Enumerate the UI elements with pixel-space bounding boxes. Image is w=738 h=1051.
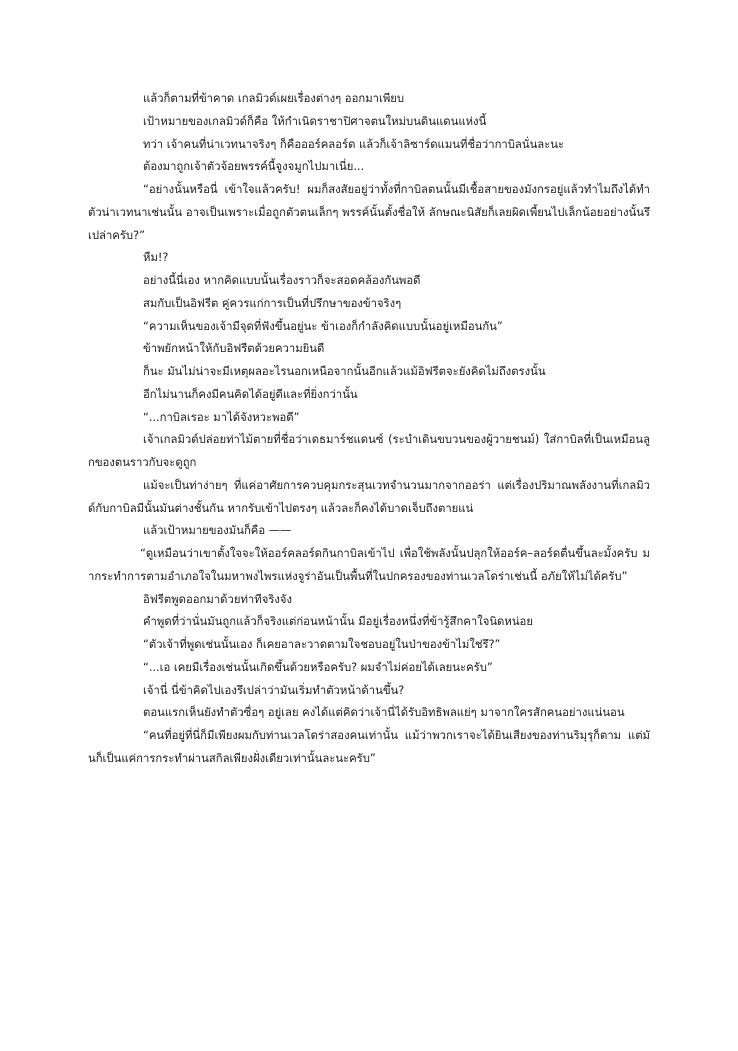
- paragraph: “...เอ เคยมีเรื่องเช่นนั้นเกิดขึ้นด้วยหรือครับ? ผมจำไม่ค่อยได้เลยนะครับ”: [143, 660, 493, 674]
- document-page: [88, 88, 650, 771]
- paragraph: ทว่า เจ้าคนที่น่าเวทนาจริงๆ ก็คือออร์คลอร์ด แล้วก็เจ้าลิซาร์ดแมนที่ชื่อว่ากาบิลนั่นละนะ: [143, 137, 565, 151]
- paragraph: “...กาบิลเรอะ มาได้จังหวะพอดี”: [143, 410, 300, 424]
- paragraph: “ความเห็นของเจ้ามีจุดที่ฟังขึ้นอยู่นะ ข้าเองก็กำลังคิดแบบนั้นอยู่เหมือนกัน”: [143, 319, 503, 333]
- paragraph: เป้าหมายของเกลมิวด์ก็คือ ให้กำเนิดราชาปิศาจตนใหม่บนดินแดนแห่งนี้: [143, 114, 487, 128]
- paragraph: อีกไม่นานก็คงมีคนคิดได้อยู่ดีและที่ยิ่งกว่านั้น: [143, 387, 358, 401]
- paragraph: หืม!?: [143, 251, 169, 265]
- paragraph: อิฟรีตพูดออกมาด้วยท่าทีจริงจัง: [143, 592, 293, 606]
- paragraph: สมกับเป็นอิฟรีต คู่ควรแก่การเป็นที่ปรึกษาของข้าจริงๆ: [143, 296, 402, 310]
- paragraph: ต้องมาถูกเจ้าตัวจ้อยพรรค์นี้จูงจมูกไปมาเนี่ย...: [143, 160, 365, 174]
- paragraph: “คนที่อยู่ที่นี่ก็มีเพียงผมกับท่านเวลโดร่าสองคนเท่านั้น แม้ว่าพวกเราจะได้ยินเสียงของท่านริมุรุก็ตาม แต่มันก็เป็นแค่การกระทำผ่านสกิลเพียงฝั่งเดียวเท่านั้นละนะครับ”: [88, 729, 650, 765]
- paragraph: “อย่างนั้นหรือนี่ เข้าใจแล้วครับ! ผมก็สงสัยอยู่ว่าทั้งที่กาบิลตนนั้นมีเชื้อสายของมังกรอยู่แล้วทำไมถึงได้ทำตัวน่าเวทนาเช่นนั้น อาจเป็นเพราะเมื่อถูกตัวตนเล็กๆ พรรค์นั้นตั้งชื่อให้ ลักษณะนิสัยก็เลยผิดเพี้ยนไปเล็กน้อยอย่างนั้นรึเปล่าครับ?”: [88, 183, 650, 242]
- paragraph: ข้าพยักหน้าให้กับอิฟรีตด้วยความยินดี: [143, 342, 325, 356]
- paragraph: อย่างนี้นี่เอง หากคิดแบบนั้นเรื่องราวก็จะสอดคล้องกันพอดี: [143, 274, 421, 287]
- paragraph: “ดูเหมือนว่าเขาตั้งใจจะให้ออร์คลอร์ดกินกาบิลเข้าไป เพื่อใช้พลังนั้นปลุกให้ออร์ค–ลอร์ดตื่นขึ้นละมั้งครับ มากระทำการตามอำเภอใจในมหาพงไพรแห่งจูร่าอันเป็นพื้นที่ในปกครองของท่านเวลโดร่าเช่นนี้ อภัยให้ไม่ได้ครับ”: [88, 547, 650, 583]
- paragraph: เจ้าเกลมิวด์ปล่อยท่าไม้ตายที่ชื่อว่าเดธมาร์ชแดนซ์ (ระบำเดินขบวนของผู้วายชนม์) ใส่กาบิลที่เป็นเหมือนลูกของตนราวกับจะดูถูก: [88, 433, 650, 469]
- paragraph: แล้วเป้าหมายของมันก็คือ ——: [143, 524, 292, 538]
- paragraph: “ตัวเจ้าที่พูดเช่นนั้นเอง ก็เคยอาละวาดตามใจชอบอยู่ในป่าของข้าไม่ใช่รึ?”: [143, 638, 501, 651]
- paragraph: ตอนแรกเห็นยังทำตัวซื่อๆ อยู่เลย คงได้แต่คิดว่าเจ้านี่ได้รับอิทธิพลแย่ๆ มาจากใครสักคนอย่างแน่นอน: [143, 706, 625, 720]
- paragraph: แม้จะเป็นท่าง่ายๆ ที่แค่อาศัยการควบคุมกระสุนเวทจำนวนมากจากออร่า แต่เรื่องปริมาณพลังงานที่เกลมิวด์กับกาบิลมีนั้นมันต่างชั้นกัน หากรับเข้าไปตรงๆ แล้วละก็คงได้บาดเจ็บถึงตายแน่: [88, 478, 650, 515]
- paragraph: ก็นะ มันไม่น่าจะมีเหตุผลอะไรนอกเหนือจากนั้นอีกแล้วแม้อิฟรีตจะยังคิดไม่ถึงตรงนั้น: [143, 365, 546, 378]
- paragraph: เจ้านี่ นี่ข้าคิดไปเองรึเปล่าว่ามันเริ่มทำตัวหน้าด้านขึ้น?: [143, 683, 405, 697]
- paragraph: คำพูดที่ว่านั่นมันถูกแล้วก็จริงแต่ก่อนหน้านั้น มีอยู่เรื่องหนึ่งที่ข้ารู้สึกคาใจนิดหน่อย: [143, 615, 533, 629]
- paragraph: แล้วก็ตามที่ข้าคาด เกลมิวด์เผยเรื่องต่างๆ ออกมาเพียบ: [143, 92, 405, 105]
